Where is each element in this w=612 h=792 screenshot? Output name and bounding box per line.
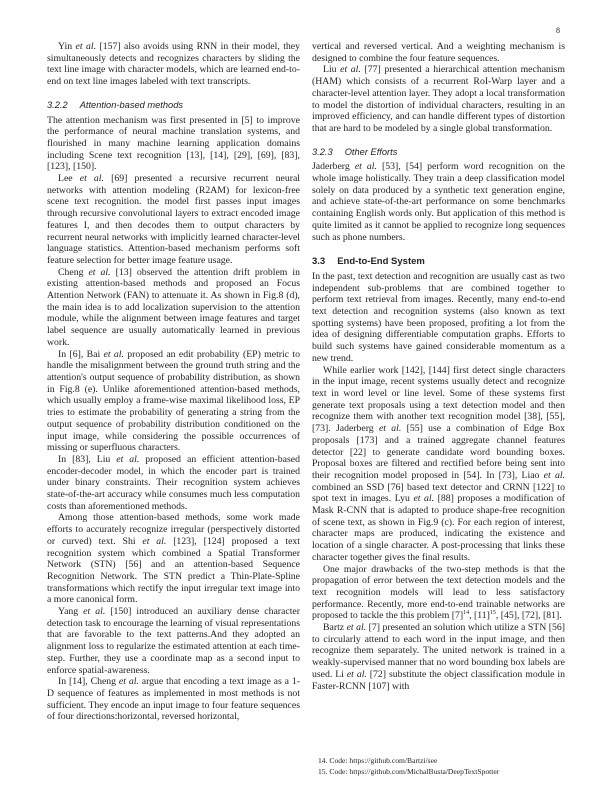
footnote-ref[interactable]: 15 — [489, 610, 496, 617]
paragraph-text: , [45], [72], [81]. — [495, 610, 562, 622]
paragraph: The attention mechanism was first presented in [5] to improve the performance of neural machine translation systems, and flourished in many machine learning application domains including Scene text recognition [13], [14], [29], [69], [83], [123], [150]. — [47, 114, 300, 173]
paragraph: Liu et al. [77] presented a hierarchical attention mechanism (HAM) which consists of a recurrent RoI-Warp layer and a character-level attention layer. They adopt a local transformation to model the distortion of individual characters, resulting in an improved efficiency, and can handle different types of distortion that are hard to be modeled by a single global transformation. — [312, 64, 565, 134]
paragraph: In [14], Cheng et al. argue that encoding a text image as a 1-D sequence of features as implemented in most methods is not sufficient. They encode an input image to four feature sequences of four directions:horizontal, reversed horizontal, — [47, 676, 301, 723]
paragraph: In the past, text detection and recognition are usually cast as two independent sub-problems that are combined together to perform text retrieval from images. Recently, many end-to-end text detection and recognition systems (also known as text spotting systems) have been proposed, profiting a lot from the idea of designing differentiable computation graphs. Efforts to build such systems have gained considerable momentum as a new trend. — [312, 270, 565, 364]
paragraph: Among those attention-based methods, some work made efforts to accurately recognize irregular (perspectively distorted or curved) text. Shi et al. [123], [124] proposed a text recognition system which combined a Spatial Transformer Network (STN) [56] and an attention-based Sequence Recognition Network. The STN predict a Thin-Plate-Spline transformations which rectify the input irregular text image into a more canonical form. — [47, 512, 300, 606]
paragraph: vertical and reversed vertical. And a weighting mechanism is designed to combine the four feature sequences. — [312, 41, 565, 64]
paragraph: Lee et al. [69] presented a recursive recurrent neural networks with attention modeling (R2AM) for lexicon-free scene text recognition. the model first passes input images through recursive convolutional layers to extract encoded image features I, and then decodes them to output characters by recurrent neural networks with implicitly learned character-level language statistics. Attention-based mechanism performs soft feature selection for better image feature usage. — [47, 173, 300, 266]
paragraph: In [6], Bai et al. proposed an edit probability (EP) metric to handle the misalignment between the ground truth string and the attention's output sequence of probability distribution, as shown in Fig.8 (e). Unlike aforementioned attention-based methods, which usually employ a frame-wise maximal likelihood loss, EP tries to estimate the probability of generating a string from the output sequence of probability distribution conditioned on the input image, while considering the possible occurrences of missing or superfluous characters. — [47, 348, 301, 454]
paragraph: While earlier work [142], [144] first detect single characters in the input image, recent systems usually detect and recognize text in word level or line level. Some of these systems first generate text proposals using a text detection model and then recognize them with another text recognition model [38], [55], [73]. Jaderberg et al. [55] use a combination of Edge Box proposals [173] and a trained aggregate channel features detector [22] to generate candidate word bounding boxes. Proposal boxes are filtered and rectified before being sent into their recognition model proposed in [54]. In [73], Liao et al. combined an SSD [76] based text detector and CRNN [122] to spot text in images. Lyu et al. [88] proposes a modification of Mask R-CNN that is adapted to produce shape-free recognition of scene text, as shown in Fig.9 (c). For each region of interest, character maps are produced, indicating the existence and location of a single character. A post-processing that links these character together gives the final results. — [312, 364, 565, 563]
section-number: 3.3 — [312, 256, 326, 268]
paragraph: Yang et al. [150] introduced an auxiliary dense character detection task to encourage the learning of visual representations that are favorable to the text patterns.And they adopted an alignment loss to regularize the estimated attention at each time-step. Further, they use a coordinate map as a second input to enforce spatial-awareness. — [47, 606, 300, 676]
paragraph: In [83], Liu et al. proposed an efficient attention-based encoder-decoder model, in which the encoder part is trained under binary constraints. Their recognition system achieves state-of-the-art accuracy while consumes much less computation costs than aforementioned methods. — [47, 453, 300, 512]
section-title: End-to-End System — [337, 256, 425, 268]
right-column — [312, 41, 565, 692]
paragraph: Bartz et al. [7] presented an solution which utilize a STN [56] to circularly attend to each word in the input image, and then recognize them separately. The united network is trained in a weakly-supervised manner that no word bounding box labels are used. Li et al. [72] substitute the object classification module in Faster-RCNN [107] with — [312, 622, 565, 692]
paragraph-text: One major drawbacks of the two-step methods is that the propagation of error between the text detection models and the text recognition models will lead to less satisfactory performance. Recently, more end-to-end trainable networks are proposed to tackle the this problem [7] — [312, 563, 565, 622]
paragraph: Jaderberg et al. [53], [54] perform word recognition on the whole image holistically. They train a deep classification model solely on data produced by a synthetic text generation engine, and achieve state-of-the-art performance on some benchmarks containing English words only. But application of this method is quite limited as it cannot be applied to recognize long sequences such as phone numbers. — [312, 161, 565, 243]
paragraph: Cheng et al. [13] observed the attention drift problem in existing attention-based methods and proposed an Focus Attention Network (FAN) to attenuate it. As shown in Fig.8 (d), the main idea is to add localization supervision to the attention module, while the alignment between image features and target label sequence are usually automatically learned in previous work. — [47, 266, 300, 348]
footnote: 14. Code: https://github.com/Bartzi/see — [318, 756, 438, 765]
page-number: 8 — [556, 26, 560, 35]
paragraph-text: , [11] — [469, 610, 490, 622]
footnotes — [318, 755, 499, 777]
section-number: 3.2.2 — [47, 99, 68, 110]
section-heading-3-2-2 — [47, 100, 300, 112]
footnote-ref[interactable]: 14 — [463, 610, 470, 617]
section-heading-3-2-3 — [312, 147, 565, 159]
footnote: 15. Code: https://github.com/MichalBusta/DeepTextSpotter — [318, 767, 500, 776]
section-title: Other Efforts — [344, 146, 398, 157]
paragraph: Yin et al. [157] also avoids using RNN in their model, they simultaneously detects and recognizes characters by sliding the text line image with character models, which are learned end-to-end on text line images labeled with text transcripts. — [47, 41, 300, 88]
left-column — [47, 41, 300, 723]
section-number: 3.2.3 — [312, 146, 333, 157]
section-title: Attention-based methods — [79, 99, 184, 110]
section-heading-3-3 — [312, 256, 565, 268]
paragraph — [312, 564, 565, 623]
